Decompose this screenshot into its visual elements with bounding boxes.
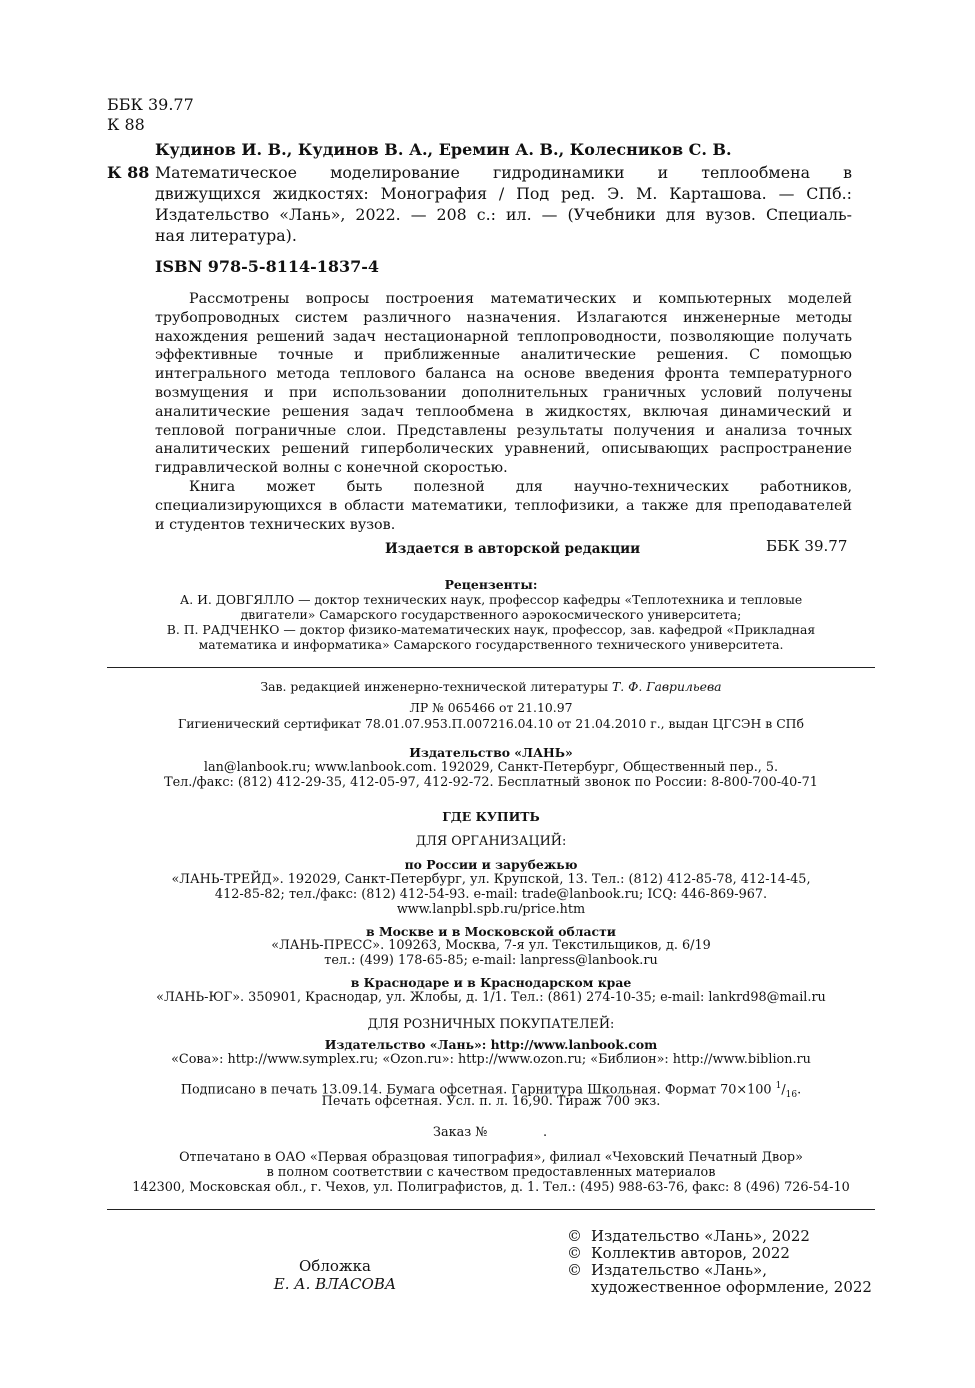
printer-line: в полном соответствии с качеством предоставленных материалов bbox=[266, 1165, 716, 1180]
title-line: ная литература). bbox=[155, 226, 297, 245]
print-info-line2: Печать офсетная. Усл. п. л. 16,90. Тираж 700 экз. bbox=[321, 1094, 661, 1109]
krasnodar-line: «ЛАНЬ-ЮГ». 350901, Краснодар, ул. Жлобы, д. 1/1. Тел.: (861) 274-10-35; e-mail: lankrd98@mail.ru bbox=[156, 990, 826, 1005]
order-number-dot: . bbox=[543, 1125, 548, 1140]
printer-line: Отпечатано в ОАО «Первая образцовая типография», филиал «Чеховский Печатный Двор» bbox=[179, 1150, 803, 1165]
abstract-line: Рассмотрены вопросы построения математических и компьютерных моделей bbox=[189, 291, 852, 307]
copyright-text: Издательство «Лань», bbox=[591, 1261, 768, 1279]
print-info-suffix: . bbox=[797, 1082, 802, 1098]
hygiene-certificate: Гигиенический сертификат 78.01.07.953.П.007216.04.10 от 21.04.2010 г., выдан ЦГСЭН в СПб bbox=[178, 716, 804, 731]
cover-label: Обложка bbox=[298, 1257, 371, 1275]
moscow-line: «ЛАНЬ-ПРЕСС». 109263, Москва, 7-я ул. Текстильщиков, д. 6/19 bbox=[271, 938, 711, 953]
copyright-icon: © bbox=[567, 1261, 582, 1279]
author-mark: К 88 bbox=[107, 163, 150, 182]
krasnodar-title: в Краснодаре и в Краснодарском крае bbox=[350, 975, 632, 990]
russia-line: 412-85-82; тел./факс: (812) 412-54-93. e-mail: trade@lanbook.ru; ICQ: 446-869-967. bbox=[214, 887, 768, 902]
abstract-line: специализирующихся в области математики, теплофизики, а также для преподавателей bbox=[155, 497, 852, 514]
copyright-line bbox=[567, 1262, 767, 1280]
title-line: движущихся жидкостях: Монография / Под ред. Э. М. Карташова. — СПб.: bbox=[155, 184, 852, 203]
bbk-code-right: ББК 39.77 bbox=[766, 537, 848, 555]
publisher-title: Издательство «ЛАНЬ» bbox=[409, 745, 573, 760]
moscow-line: тел.: (499) 178-65-85; e-mail: lanpress@lanbook.ru bbox=[324, 953, 658, 968]
retail-title: ДЛЯ РОЗНИЧНЫХ ПОКУПАТЕЛЕЙ: bbox=[367, 1017, 615, 1032]
author-code: К 88 bbox=[107, 115, 145, 134]
publisher-contacts: lan@lanbook.ru; www.lanbook.com. 192029, Санкт-Петербург, Общественный пер., 5. bbox=[203, 760, 779, 775]
abstract-line: возмущения и при использовании дополнительных граничных условий получены bbox=[155, 384, 852, 401]
abstract-line: тепловой пограничные слои. Представлены результаты получения и анализа точных bbox=[155, 422, 852, 439]
abstract-line: и студентов технических вузов. bbox=[155, 516, 396, 533]
russia-line: «ЛАНЬ-ТРЕЙД». 192029, Санкт-Петербург, ул. Крупской, 13. Тел.: (812) 412-85-78, 412-14-45, bbox=[171, 872, 811, 887]
abstract-line: аналитические решения задач теплообмена в жидкостях, включая динамический и bbox=[155, 403, 852, 420]
editor-name: Т. Ф. Гаврильева bbox=[611, 679, 722, 694]
moscow-title: в Москве и в Московской области bbox=[366, 924, 616, 939]
print-info-line: Подписано в печать 13.09.14. Бумага офсетная. Гарнитура Школьная. Формат 70×100 $^1/_{16}$. bbox=[180, 1081, 802, 1100]
abstract-line: Книга может быть полезной для научно-технических работников, bbox=[189, 478, 852, 495]
license: ЛР № 065466 от 21.10.97 bbox=[409, 700, 573, 715]
copyright-icon: © bbox=[567, 1244, 582, 1262]
abstract-line: аналитических решений гиперболических уравнений, описывающих распространение bbox=[155, 441, 852, 458]
abstract-line: интегрального метода теплового баланса на основе введения фронта температурного bbox=[155, 366, 852, 383]
russia-title: по России и зарубежью bbox=[404, 857, 578, 872]
bbk-code: ББК 39.77 bbox=[107, 95, 194, 114]
copyright-icon: © bbox=[567, 1227, 582, 1245]
cover-designer: Е. А. ВЛАСОВА bbox=[273, 1275, 397, 1293]
title-line: Издательство «Лань», 2022. — 208 с.: ил. — (Учебники для вузов. Специаль- bbox=[155, 205, 852, 224]
abstract bbox=[155, 290, 852, 534]
copyright-text: Издательство «Лань», 2022 bbox=[591, 1227, 810, 1245]
copyright-text: художественное оформление, 2022 bbox=[591, 1278, 872, 1296]
reviewers-title: Рецензенты: bbox=[444, 577, 538, 592]
price-link[interactable]: www.lanpbl.spb.ru/price.htm bbox=[396, 902, 586, 917]
divider bbox=[107, 667, 875, 668]
isbn: ISBN 978-5-8114-1837-4 bbox=[155, 257, 380, 276]
order-number-label: Заказ № bbox=[433, 1125, 488, 1140]
copyright-line bbox=[567, 1279, 872, 1297]
editor-label: Зав. редакцией инженерно-технической литературы bbox=[260, 679, 612, 694]
organizations-title: ДЛЯ ОРГАНИЗАЦИЙ: bbox=[415, 834, 567, 849]
abstract-line: трубопроводных систем различного назначения. Излагаются инженерные методы bbox=[155, 309, 852, 326]
retail-shops[interactable]: «Сова»: http://www.symplex.ru; «Ozon.ru»: http://www.ozon.ru; «Библион»: http://www.biblion.ru bbox=[171, 1052, 811, 1067]
divider bbox=[107, 1209, 875, 1210]
printer-line: 142300, Московская обл., г. Чехов, ул. Полиграфистов, д. 1. Тел.: (495) 988-63-76, факс: 8 (496) 726-54-10 bbox=[132, 1180, 850, 1195]
retail-publisher[interactable]: Издательство «Лань»: http://www.lanbook.com bbox=[324, 1037, 658, 1052]
where-to-buy-title: ГДЕ КУПИТЬ bbox=[442, 809, 540, 824]
reviewer-line: математика и информатика» Самарского государственного технического университета. bbox=[198, 637, 784, 652]
editor-line bbox=[107, 679, 875, 694]
copyright-line bbox=[567, 1245, 790, 1263]
copyright-line bbox=[567, 1228, 810, 1246]
authors: Кудинов И. В., Кудинов В. А., Еремин А. В., Колесников С. В. bbox=[155, 140, 732, 159]
abstract-line: нахождения решений задач нестационарной теплопроводности, позволяющие получать bbox=[155, 328, 852, 345]
print-info-prefix: Подписано в печать 13.09.14. Бумага офсетная. Гарнитура Школьная. Формат 70×100 bbox=[180, 1082, 776, 1098]
format-fraction-numerator: 1 bbox=[775, 1081, 782, 1091]
publisher-phones: Тел./факс: (812) 412-29-35, 412-05-97, 412-92-72. Бесплатный звонок по России: 8-800-700-40-71 bbox=[164, 775, 818, 790]
reviewer-line: В. П. РАДЧЕНКО — доктор физико-математических наук, профессор, зав. кафедрой «Прикладная bbox=[166, 622, 816, 637]
reviewer-line: А. И. ДОВГЯЛЛО — доктор технических наук, профессор кафедры «Теплотехника и тепловые bbox=[179, 592, 803, 607]
edition-note: Издается в авторской редакции bbox=[385, 541, 641, 557]
title-line: Математическое моделирование гидродинамики и теплообмена в bbox=[155, 163, 852, 182]
copyright-text: Коллектив авторов, 2022 bbox=[591, 1244, 790, 1262]
abstract-line: гидравлической волны с конечной скоростью. bbox=[155, 460, 508, 477]
abstract-line: эффективные точные и приближенные аналитические решения. С помощью bbox=[155, 347, 852, 364]
reviewer-line: двигатели» Самарского государственного аэрокосмического университета; bbox=[240, 607, 742, 622]
format-fraction-denominator: 16 bbox=[785, 1089, 798, 1100]
book-title bbox=[155, 162, 852, 246]
